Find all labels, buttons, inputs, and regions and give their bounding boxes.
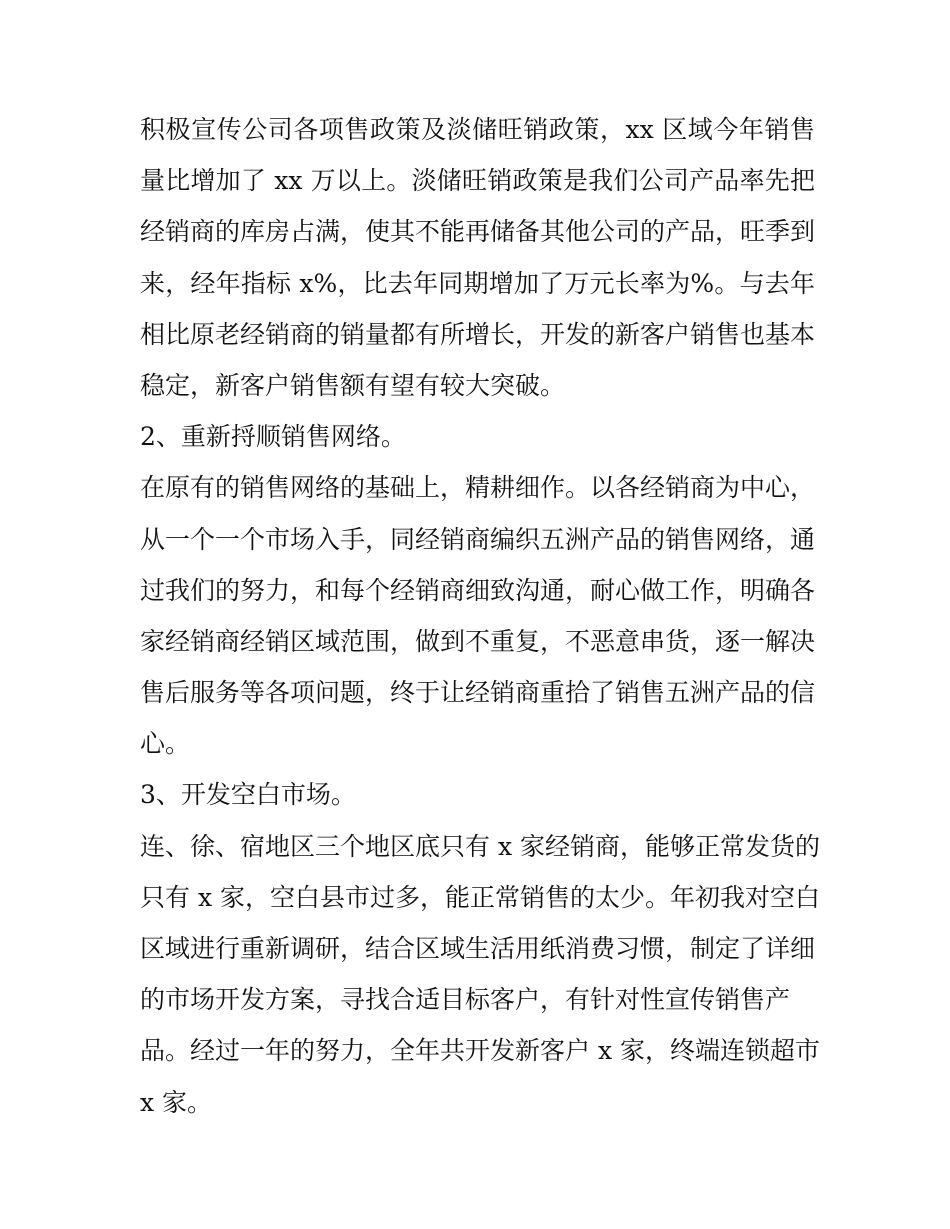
text-line: 区域进行重新调研，结合区域生活用纸消费习惯，制定了详细 bbox=[140, 934, 816, 963]
text-line: x 家。 bbox=[140, 1087, 213, 1117]
text-line: 家经销商经销区域范围，做到不重复，不恶意串货，逐一解决 bbox=[140, 626, 816, 656]
text-line: 心。 bbox=[140, 729, 191, 759]
text-line: 稳定，新客户销售额有望有较大突破。 bbox=[140, 370, 566, 400]
section-heading: 2、重新捋顺销售网络。 bbox=[140, 422, 406, 452]
text-line: 从一个一个市场入手，同经销商编织五洲产品的销售网络，通 bbox=[140, 524, 816, 554]
text-line: 相比原老经销商的销量都有所增长，开发的新客户销售也基本 bbox=[140, 319, 816, 349]
text-line: 过我们的努力，和每个经销商细致沟通，耐心做工作，明确各 bbox=[140, 575, 816, 605]
text-line: 量比增加了 xx 万以上。淡储旺销政策是我们公司产品率先把 bbox=[140, 166, 815, 196]
text-line: 品。经过一年的努力，全年共开发新客户 x 家，终端连锁超市 bbox=[140, 1036, 820, 1066]
text-line: 在原有的销售网络的基础上，精耕细作。以各经销商为中心， bbox=[140, 473, 816, 503]
text-line: 积极宣传公司各项售政策及淡储旺销政策，xx 区域今年销售 bbox=[140, 115, 815, 144]
text-line: 只有 x 家，空白县市过多，能正常销售的太少。年初我对空白 bbox=[140, 882, 820, 912]
text-line: 连、徐、宿地区三个地区底只有 x 家经销商，能够正常发货的 bbox=[140, 831, 820, 861]
text-line: 来，经年指标 x%，比去年同期增加了万元长率为%。与去年 bbox=[140, 268, 815, 298]
text-line: 经销商的库房占满，使其不能再储备其他公司的产品，旺季到 bbox=[140, 217, 816, 247]
text-line: 售后服务等各项问题，终于让经销商重拾了销售五洲产品的信 bbox=[140, 678, 816, 708]
section-heading: 3、开发空白市场。 bbox=[140, 780, 356, 810]
body-text bbox=[140, 104, 820, 1128]
text-line: 的市场开发方案，寻找合适目标客户，有针对性宣传销售产 bbox=[140, 985, 791, 1015]
